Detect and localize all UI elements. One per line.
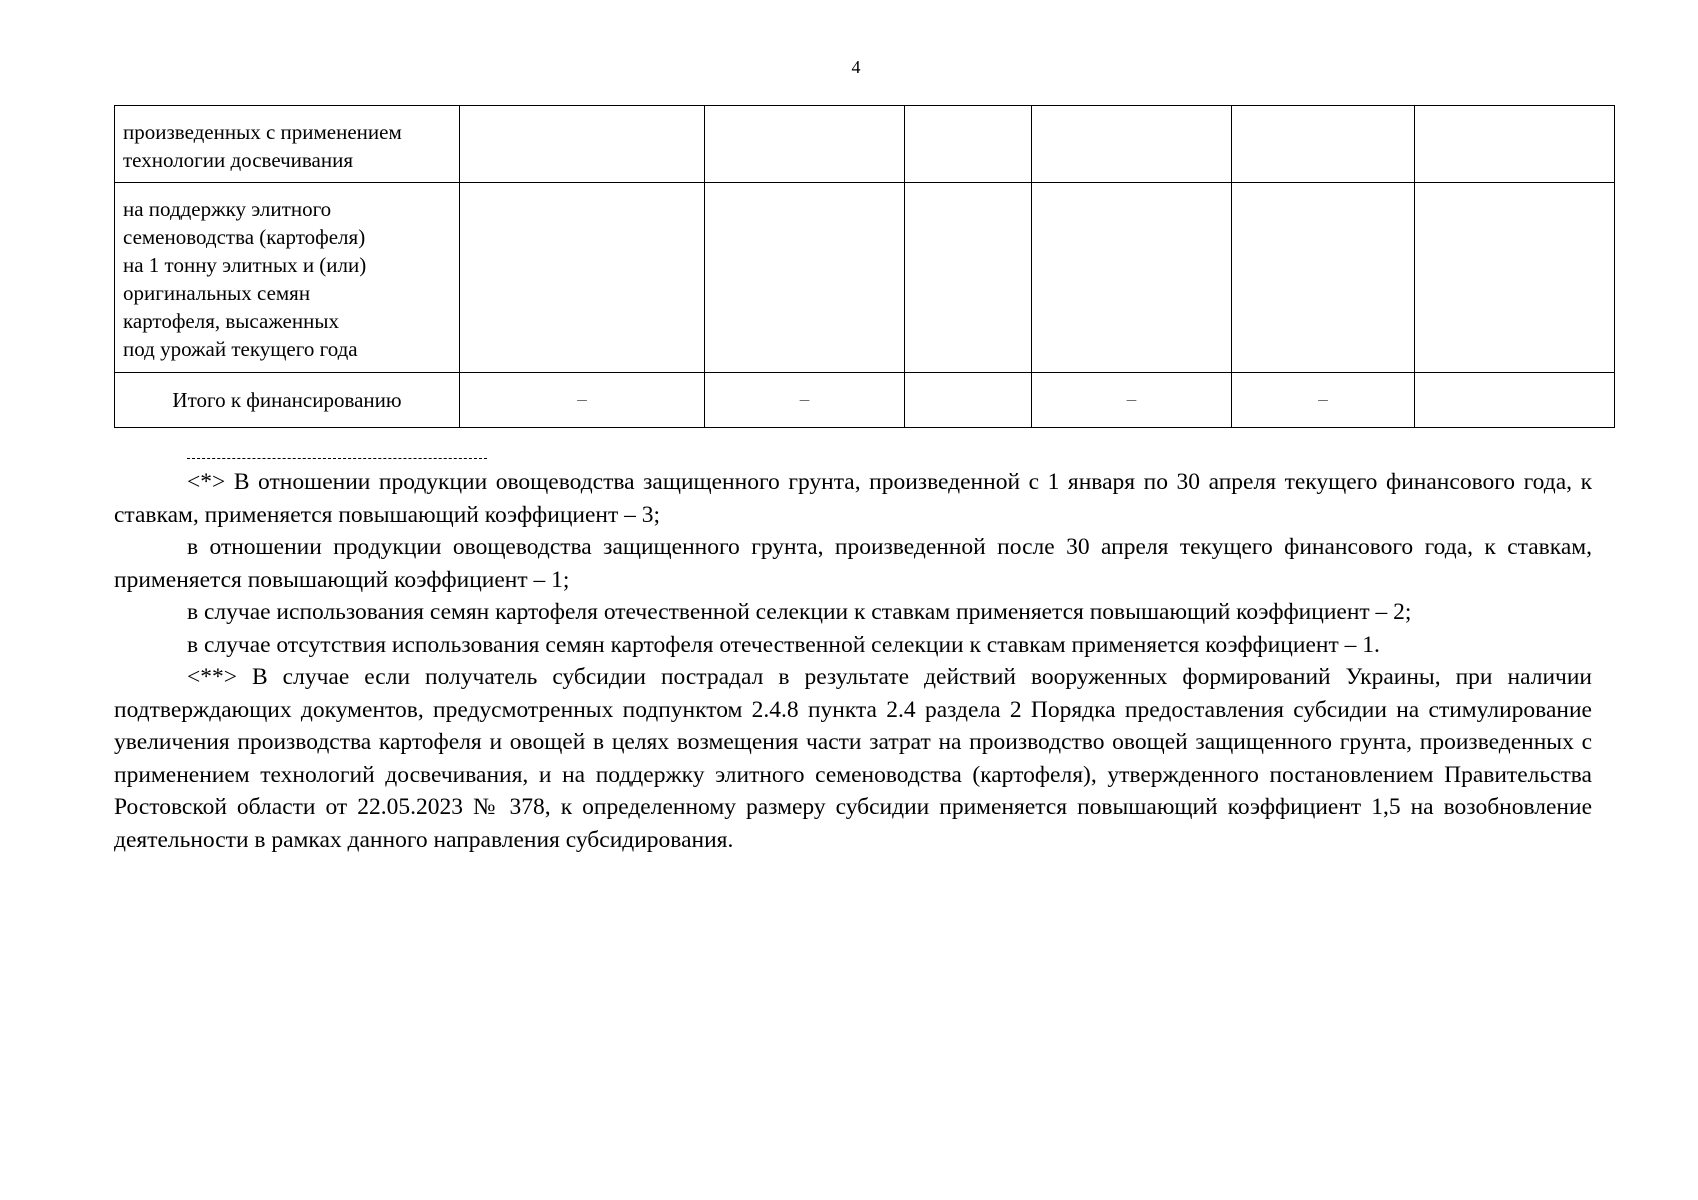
footnote-paragraph: в случае отсутствия использования семян картофеля отечественной селекции к ставкам применяется коэффициент – 1. <box>187 631 1380 658</box>
footnote-paragraph: <**> В случае если получатель субсидии пострадал в результате действий вооруженных формирований Украины, при наличии подтверждающих документов, предусмотренных подпунктом 2.4.8 пункта 2.4 раздела 2 Порядка предоставления субсидии на стимулирование увеличения производства картофеля и овощей в целях возмещения части затрат на производство овощей защищенного грунта, произведенных с применением технологий досвечивания, и на поддержку элитного семеноводства (картофеля), утвержденного постановлением Правительства Ростовской области от 22.05.2023 № 378, к определенному размеру субсидии применяется повышающий коэффициент 1,5 на возобновление деятельности в рамках данного направления субсидирования. <box>114 664 1592 853</box>
table-row-label <box>115 183 460 373</box>
footnote-paragraph: <*> В отношении продукции овощеводства защищенного грунта, произведенной с 1 января по 30 апреля текущего финансового года, к ставкам, применяется повышающий коэффициент – 3; <box>114 469 1592 528</box>
table-cell <box>1232 183 1415 373</box>
table-cell <box>905 106 1032 183</box>
table-cell <box>705 106 905 183</box>
table-cell <box>905 183 1032 373</box>
total-row <box>115 373 1615 428</box>
footnotes <box>114 466 1592 856</box>
row-label-text: на поддержку элитного семеноводства (картофеля) на 1 тонну элитных и (или) оригинальных семян картофеля, высаженных под урожай текущего года <box>123 197 367 361</box>
page-number: 4 <box>851 57 861 77</box>
table-cell <box>1032 183 1232 373</box>
footnote-paragraph: в отношении продукции овощеводства защищенного грунта, произведенной после 30 апреля текущего финансового года, к ставкам, применяется повышающий коэффициент – 1; <box>114 534 1592 593</box>
table-cell <box>1232 106 1415 183</box>
total-row-label: Итого к финансированию <box>115 373 460 428</box>
table-cell <box>705 183 905 373</box>
table-cell <box>1415 183 1615 373</box>
total-cell: – <box>1232 373 1415 428</box>
table-row <box>115 183 1615 373</box>
subsidy-table <box>114 105 1615 428</box>
total-cell: – <box>460 373 705 428</box>
footnote-separator <box>187 458 487 459</box>
table-cell <box>460 106 705 183</box>
row-label-text: произведенных с применением технологии досвечивания <box>123 120 402 172</box>
table-cell <box>460 183 705 373</box>
table-cell <box>1032 106 1232 183</box>
table-row <box>115 106 1615 183</box>
table-cell <box>1415 106 1615 183</box>
total-cell <box>905 373 1032 428</box>
total-cell <box>1415 373 1615 428</box>
footnote-paragraph: в случае использования семян картофеля отечественной селекции к ставкам применяется повышающий коэффициент – 2; <box>187 599 1412 625</box>
total-cell: – <box>1032 373 1232 428</box>
total-cell: – <box>705 373 905 428</box>
table-row-label <box>115 106 460 183</box>
